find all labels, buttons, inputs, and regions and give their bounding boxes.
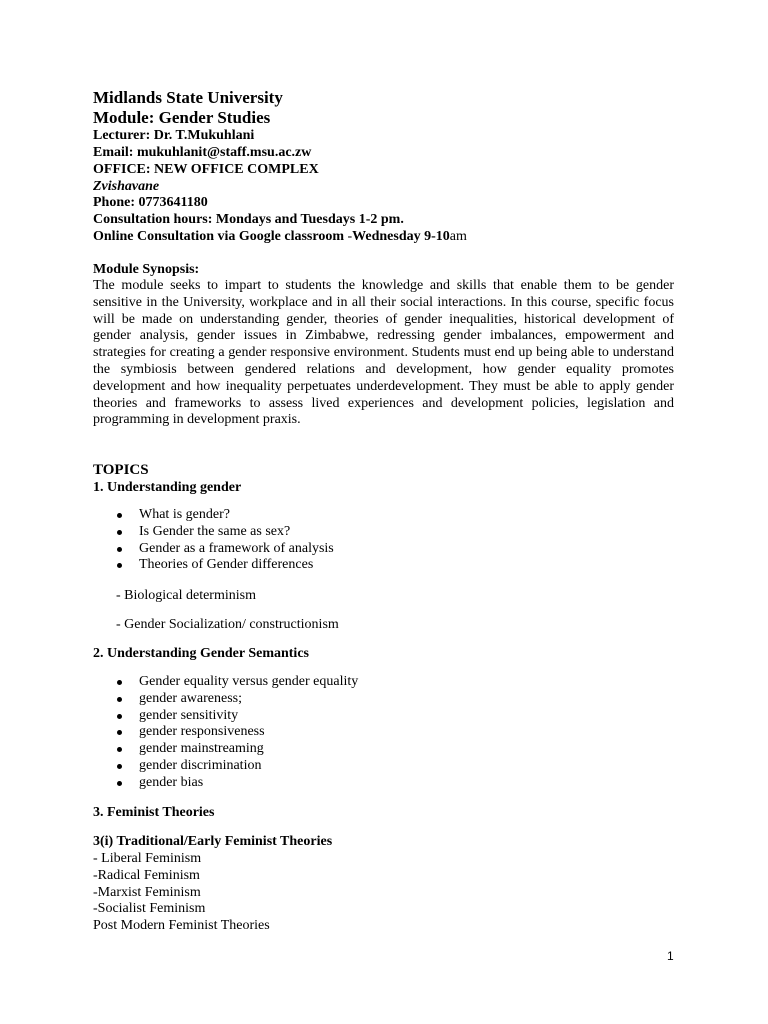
online-consultation-line <box>93 228 467 245</box>
online-part-1: Online Consultation via Google classroom <box>93 229 344 244</box>
topic-1-bullet-list <box>93 507 334 574</box>
list-item: gender bias <box>93 775 358 792</box>
list-item: Gender as a framework of analysis <box>93 541 334 558</box>
bullet-icon <box>117 764 122 769</box>
phone-line: Phone: 0773641180 <box>93 195 208 210</box>
bullet-icon <box>117 781 122 786</box>
bullet-icon <box>117 513 122 518</box>
topic-1-subpoint-2: - Gender Socialization/ constructionism <box>116 617 339 632</box>
bullet-icon <box>117 730 122 735</box>
topics-heading: TOPICS <box>93 462 149 478</box>
bullet-icon <box>117 680 122 685</box>
office-line: OFFICE: NEW OFFICE COMPLEX <box>93 162 319 177</box>
page-number: 1 <box>667 949 674 963</box>
online-part-4: ay <box>406 229 421 244</box>
bullet-icon <box>117 747 122 752</box>
online-part-3: Wednesd <box>352 229 407 244</box>
topic-1-title: 1. Understanding gender <box>93 480 242 495</box>
online-part-2: - <box>343 229 353 244</box>
topic-3-subheading: 3(i) Traditional/Early Feminist Theories <box>93 834 333 849</box>
feminism-item-5: Post Modern Feminist Theories <box>93 918 270 933</box>
topic-2-title: 2. Understanding Gender Semantics <box>93 646 309 661</box>
list-item: Gender equality versus gender equality <box>93 674 358 691</box>
list-item: gender mainstreaming <box>93 741 358 758</box>
module-title: Module: Gender Studies <box>93 108 271 127</box>
synopsis-body: The module seeks to impart to students the knowledge and skills that enable them to be gender sensitive in the University, workplace and in all their social interactions. In this course, specific focus will be made on understanding gender, theories of gender inequalities, historical development of gender analysis, gender issues in Zimbabwe, redressing gender imbalances, empowerment and strategies for creating a gender responsive environment. Students must end up being able to understand the symbiosis between gendered relations and development, how gender equality promotes development and how inequality perpetuates underdevelopment. They must be able to apply gender theories and frameworks to assess lived experiences and development policies, legislation and programming in development praxis. <box>93 278 674 428</box>
synopsis-heading: Module Synopsis: <box>93 262 200 277</box>
bullet-icon <box>117 563 122 568</box>
feminism-item-4: -Socialist Feminism <box>93 901 206 916</box>
topic-1-subpoint-1: - Biological determinism <box>116 588 256 603</box>
email-line: Email: mukuhlanit@staff.msu.ac.zw <box>93 145 312 160</box>
bullet-icon <box>117 547 122 552</box>
topic-3-title: 3. Feminist Theories <box>93 805 215 820</box>
consultation-line: Consultation hours: Mondays and Tuesdays 1-2 pm. <box>93 212 404 227</box>
online-part-6: am <box>449 229 467 244</box>
list-item: gender awareness; <box>93 691 358 708</box>
list-item: Is Gender the same as sex? <box>93 524 334 541</box>
campus-line: Zvishavane <box>93 179 160 194</box>
online-part-5: 9-10 <box>420 229 450 244</box>
feminism-item-1: - Liberal Feminism <box>93 851 202 866</box>
list-item: Theories of Gender differences <box>93 557 334 574</box>
feminism-item-3: -Marxist Feminism <box>93 885 201 900</box>
bullet-icon <box>117 697 122 702</box>
list-item: What is gender? <box>93 507 334 524</box>
list-item: gender responsiveness <box>93 724 358 741</box>
topic-2-bullet-list <box>93 674 358 792</box>
bullet-icon <box>117 530 122 535</box>
university-name: Midlands State University <box>93 88 283 107</box>
lecturer-line: Lecturer: Dr. T.Mukuhlani <box>93 128 255 143</box>
bullet-icon <box>117 714 122 719</box>
list-item: gender sensitivity <box>93 708 358 725</box>
feminism-item-2: -Radical Feminism <box>93 868 200 883</box>
list-item: gender discrimination <box>93 758 358 775</box>
